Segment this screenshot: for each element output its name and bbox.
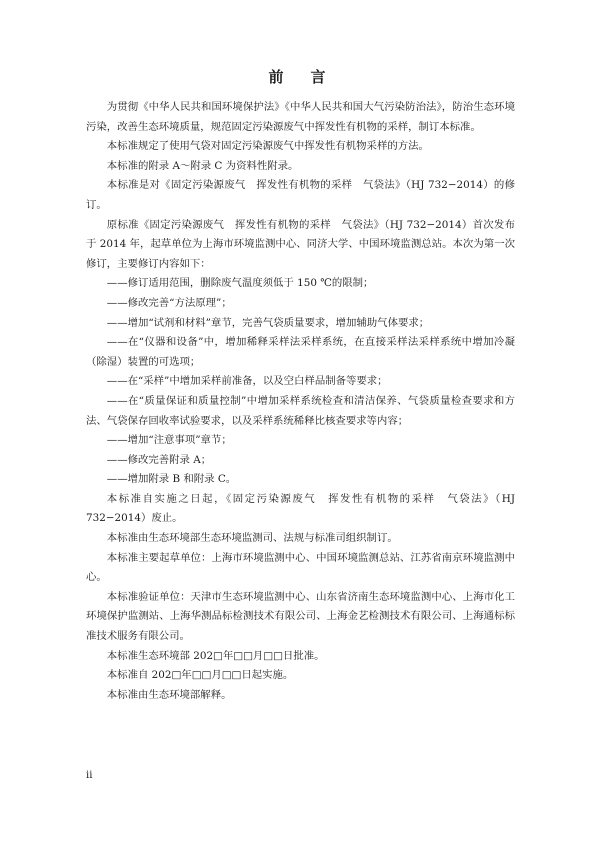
paragraph: 为贯彻《中华人民共和国环境保护法》《中华人民共和国大气污染防治法》，防治生态环境污染，改善生态环境质量，规范固定污染源废气中挥发性有机物的采样，制订本标准。 xyxy=(86,101,515,133)
foreword-body xyxy=(86,98,515,705)
list-item: ——修改完善“方法原理”； xyxy=(106,296,232,309)
list-item: ——增加“试剂和材料”章节，完善气袋质量要求，增加辅助气体要求； xyxy=(106,316,430,329)
list-item: ——增加“注意事项”章节； xyxy=(106,434,232,447)
paragraph: 本标准自实施之日起，《固定污染源废气 挥发性有机物的采样 气袋法》（HJ 732−2014）废止。 xyxy=(86,492,515,525)
paragraph: 本标准自 202□年□□月□□日起实施。 xyxy=(106,669,294,682)
list-item: ——在“仪器和设备”中，增加稀释采样法采样系统，在直接采样法采样系统中增加冷凝（除湿）装置的可选项； xyxy=(86,336,515,368)
page-title: 前 言 xyxy=(268,68,332,86)
paragraph: 本标准验证单位：天津市生态环境监测中心、山东省济南生态环境监测中心、上海市化工环境保护监测站、上海华测品标检测技术有限公司、上海金艺检测技术有限公司、上海通标标准技术服务有限公司。 xyxy=(86,590,515,643)
paragraph: 本标准主要起草单位：上海市环境监测中心、中国环境监测总站、江苏省南京环境监测中心。 xyxy=(86,551,515,584)
paragraph: 本标准的附录 A～附录 C 为资料性附录。 xyxy=(106,159,299,172)
paragraph: 原标准《固定污染源废气 挥发性有机物的采样 气袋法》（HJ 732−2014）首次发布于 2014 年，起草单位为上海市环境监测中心、同济大学、中国环境监测总站。本次为第一次修订，主要修订内容如下： xyxy=(86,218,515,270)
list-item: ——在“采样”中增加采样前准备，以及空白样品制备等要求； xyxy=(106,375,388,388)
paragraph: 本标准规定了使用气袋对固定污染源废气中挥发性有机物采样的方法。 xyxy=(106,140,429,153)
paragraph: 本标准由生态环境部生态环境监测司、法规与标准司组织制订。 xyxy=(106,532,398,545)
page-number: ii xyxy=(86,770,93,781)
paragraph: 本标准生态环境部 202□年□□月□□日批准。 xyxy=(106,649,325,662)
list-item: ——增加附录 B 和附录 C。 xyxy=(106,473,237,486)
list-item: ——修订适用范围，删除废气温度须低于 150 ℃的限制； xyxy=(106,277,374,290)
paragraph: 本标准由生态环境部解释。 xyxy=(106,688,232,701)
paragraph: 本标准是对《固定污染源废气 挥发性有机物的采样 气袋法》（HJ 732−2014）的修订。 xyxy=(86,179,515,211)
list-item: ——修改完善附录 A； xyxy=(106,453,212,466)
list-item: ——在“质量保证和质量控制”中增加采样系统检查和清洁保养、气袋质量检查要求和方法、气袋保存回收率试验要求，以及采样系统稀释比核查要求等内容； xyxy=(86,394,515,427)
